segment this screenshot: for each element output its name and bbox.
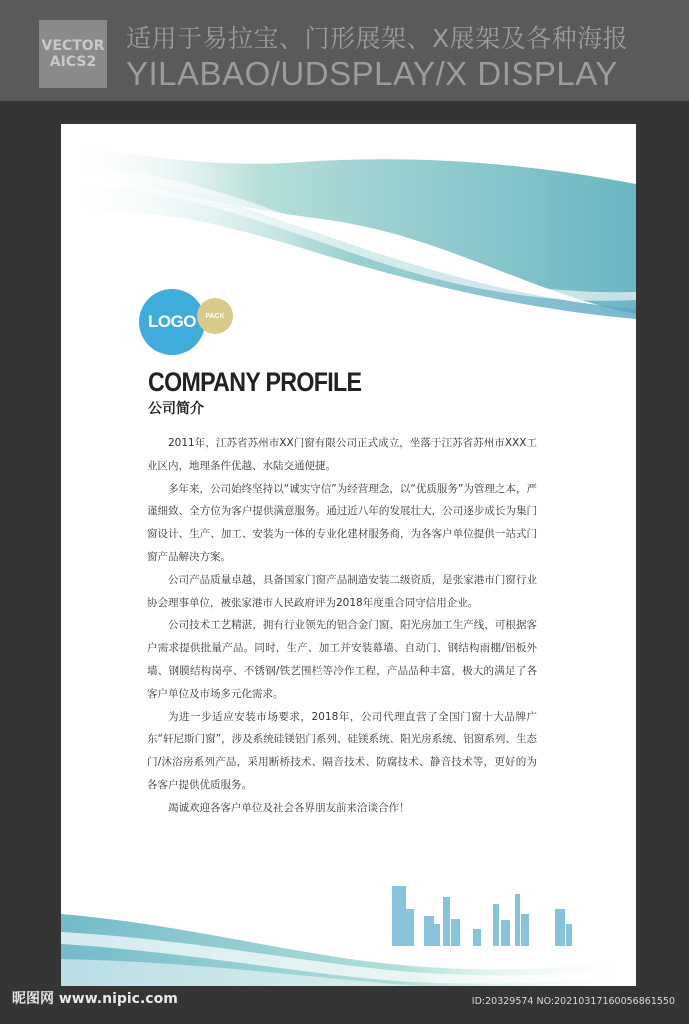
logo-circle (139, 289, 205, 355)
paragraph: 多年来，公司始终坚持以“诚实守信”为经营理念，以“优质服务”为管理之本，严谨细致、全方位为客户提供满意服务。通过近八年的发展壮大，公司逐步成长为集门窗设计、生产、加工、安装为一体的专业化建材服务商，为各客户单位提供一站式门窗产品解决方案。 (147, 482, 537, 563)
banner-subtitle: YILABAO/UDSPLAY/X DISPLAY (126, 55, 618, 92)
badge-line-2: AICS2 (49, 54, 97, 70)
company-profile-title: COMPANY PROFILE (148, 367, 362, 397)
paragraph: 公司技术工艺精湛，拥有行业领先的铝合金门窗、阳光房加工生产线，可根据客户需求提供批量产品。同时，生产、加工并安装幕墙、自动门、钢结构雨棚/铝板外墙、钢膜结构岗亭、不锈钢/铁艺围栏等冷作工程，产品品种丰富，极大的满足了各客户单位及市场多元化需求。 (147, 619, 537, 700)
top-banner (0, 0, 689, 101)
watermark-site: 昵图网 www.nipic.com (12, 991, 178, 1007)
poster-page (61, 124, 636, 986)
profile-body (147, 432, 537, 820)
paragraph: 公司产品质量卓越，具备国家门窗产品制造安装二级资质，是张家港市门窗行业协会理事单位，被张家港市人民政府评为2018年度重合同守信用企业。 (147, 573, 537, 609)
watermark-id: ID:20329574 NO:20210317160056861550 (471, 996, 675, 1007)
logo-pack-text: PACK (205, 312, 225, 320)
badge-line-1: VECTOR (41, 38, 105, 54)
logo-pack-circle (197, 298, 233, 334)
company-profile-subtitle: 公司简介 (148, 401, 204, 417)
banner-title: 适用于易拉宝、门形展架、X展架及各种海报 (126, 24, 629, 53)
vector-badge (39, 20, 107, 88)
paragraph: 2011年，江苏省苏州市XX门窗有限公司正式成立，坐落于江苏省苏州市XXX工业区内，地理条件优越、水陆交通便捷。 (147, 437, 537, 472)
logo-text: LOGO (147, 312, 197, 331)
paragraph: 为进一步适应安装市场要求，2018年，公司代理直营了全国门窗十大品牌广东“轩尼斯门窗”，涉及系统硅镁铝门系列、硅镁系统、阳光房系统、铝窗系列、生态门/沐浴房系列产品，采用断桥技术、隔音技术、防腐技术、静音技术等，更好的为各客户提供优质服务。 (147, 710, 537, 791)
paragraph: 竭诚欢迎各客户单位及社会各界朋友前来洽谈合作！ (168, 801, 410, 814)
